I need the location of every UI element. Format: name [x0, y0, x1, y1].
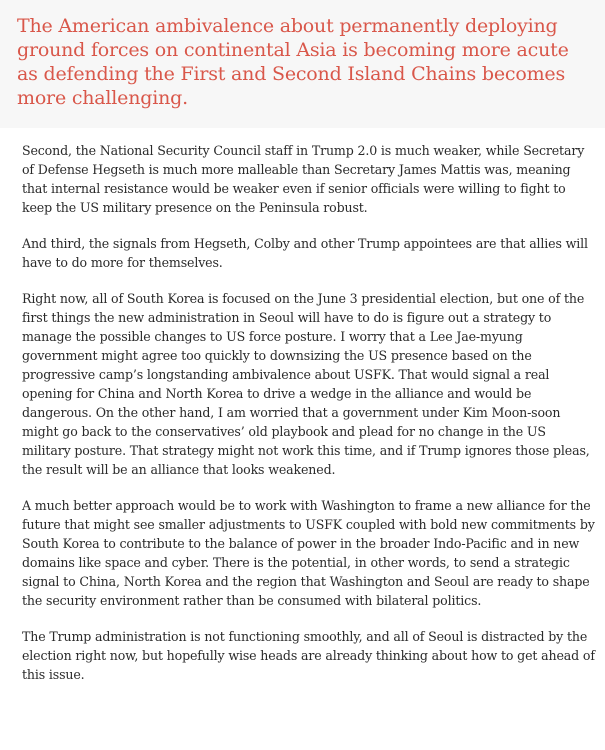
paragraph-south-korea-election: Right now, all of South Korea is focused on the June 3 presidential election, but one of the first things the new administration in Seoul will have to do is figure out a strategy to manage the possible changes to US force posture. I worry that a Lee Jae-myung government might agree too quickly to downsizing the US presence based on the progressive camp’s longstanding ambivalence about USFK. That would signal a real opening for China and North Korea to drive a wedge in the alliance and would be dangerous. On the other hand, I am worried that a government under Kim Moon-soon might go back to the conservatives’ old playbook and plead for no change in the US military posture. That strategy might not work this time, and if Trump ignores those pleas, the result will be an alliance that looks weakened. — [22, 291, 590, 477]
pull-quote: The American ambivalence about permanently deploying ground forces on continental Asia is becoming more acute as defending the First and Second Island Chains becomes more challenging. — [17, 15, 569, 109]
paragraph-nsc-staff: Second, the National Security Council staff in Trump 2.0 is much weaker, while Secretary of Defense Hegseth is much more malleable than Secretary James Mattis was, meaning that internal resistance would be weaker even if senior officials were willing to fight to keep the US military presence on the Peninsula robust. — [22, 143, 585, 215]
paragraph-conclusion: The Trump administration is not functioning smoothly, and all of Seoul is distracted by the election right now, but hopefully wise heads are already thinking about how to get ahead of this issue. — [22, 629, 595, 682]
paragraph-allies-signals: And third, the signals from Hegseth, Colby and other Trump appointees are that allies will have to do more for themselves. — [22, 236, 588, 270]
article-body — [0, 128, 605, 701]
pull-quote-block — [0, 0, 605, 128]
paragraph-better-approach: A much better approach would be to work with Washington to frame a new alliance for the future that might see smaller adjustments to USFK coupled with bold new commitments by South Korea to contribute to the balance of power in the broader Indo-Pacific and in new domains like space and cyber. There is the potential, in other words, to send a strategic signal to China, North Korea and the region that Washington and Seoul are ready to shape the security environment rather than be consumed with bilateral politics. — [22, 498, 595, 608]
